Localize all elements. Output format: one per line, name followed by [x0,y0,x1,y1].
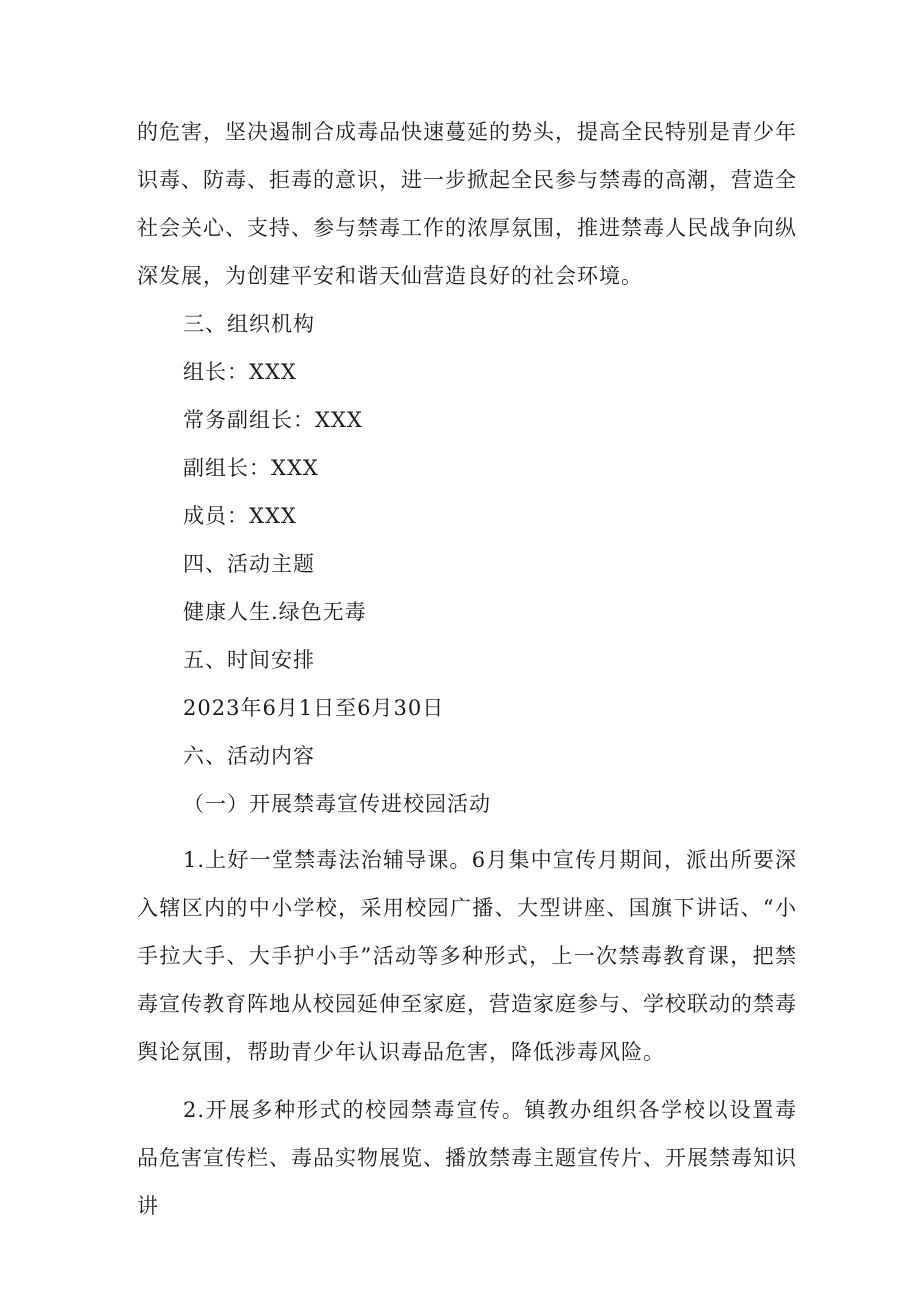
org-leader-line: 组长：XXX [183,360,297,384]
org-executive-deputy-line: 常务副组长：XXX [183,408,363,432]
section-heading-schedule: 五、时间安排 [183,648,315,672]
document-body [137,108,797,1230]
section-heading-organization: 三、组织机构 [183,312,315,336]
theme-text: 健康人生.绿色无毒 [183,600,367,624]
subsection-heading-campus: （一）开展禁毒宣传进校园活动 [183,792,491,816]
section-heading-theme: 四、活动主题 [183,552,315,576]
schedule-text: 2023年6月1日至6月30日 [183,696,445,720]
paragraph-intro-continuation: 的危害，坚决遏制合成毒品快速蔓延的势头，提高全民特别是青少年识毒、防毒、拒毒的意识，进一步掀起全民参与禁毒的高潮，营造全社会关心、支持、参与禁毒工作的浓厚氛围，推进禁毒人民战争向纵深发展，为创建平安和谐天仙营造良好的社会环境。 [137,120,797,288]
activity-item-1: 1.上好一堂禁毒法治辅导课。6月集中宣传月期间，派出所要深入辖区内的中小学校，采用校园广播、大型讲座、国旗下讲话、“小手拉大手、大手护小手”活动等多种形式，上一次禁毒教育课，把禁毒宣传教育阵地从校园延伸至家庭，营造家庭参与、学校联动的禁毒舆论氛围，帮助青少年认识毒品危害，降低涉毒风险。 [137,848,797,1064]
org-members-line: 成员：XXX [183,504,297,528]
org-deputy-line: 副组长：XXX [183,456,319,480]
activity-item-2: 2.开展多种形式的校园禁毒宣传。镇教办组织各学校以设置毒品危害宣传栏、毒品实物展览、播放禁毒主题宣传片、开展禁毒知识讲 [137,1098,797,1218]
section-heading-activities: 六、活动内容 [183,744,315,768]
